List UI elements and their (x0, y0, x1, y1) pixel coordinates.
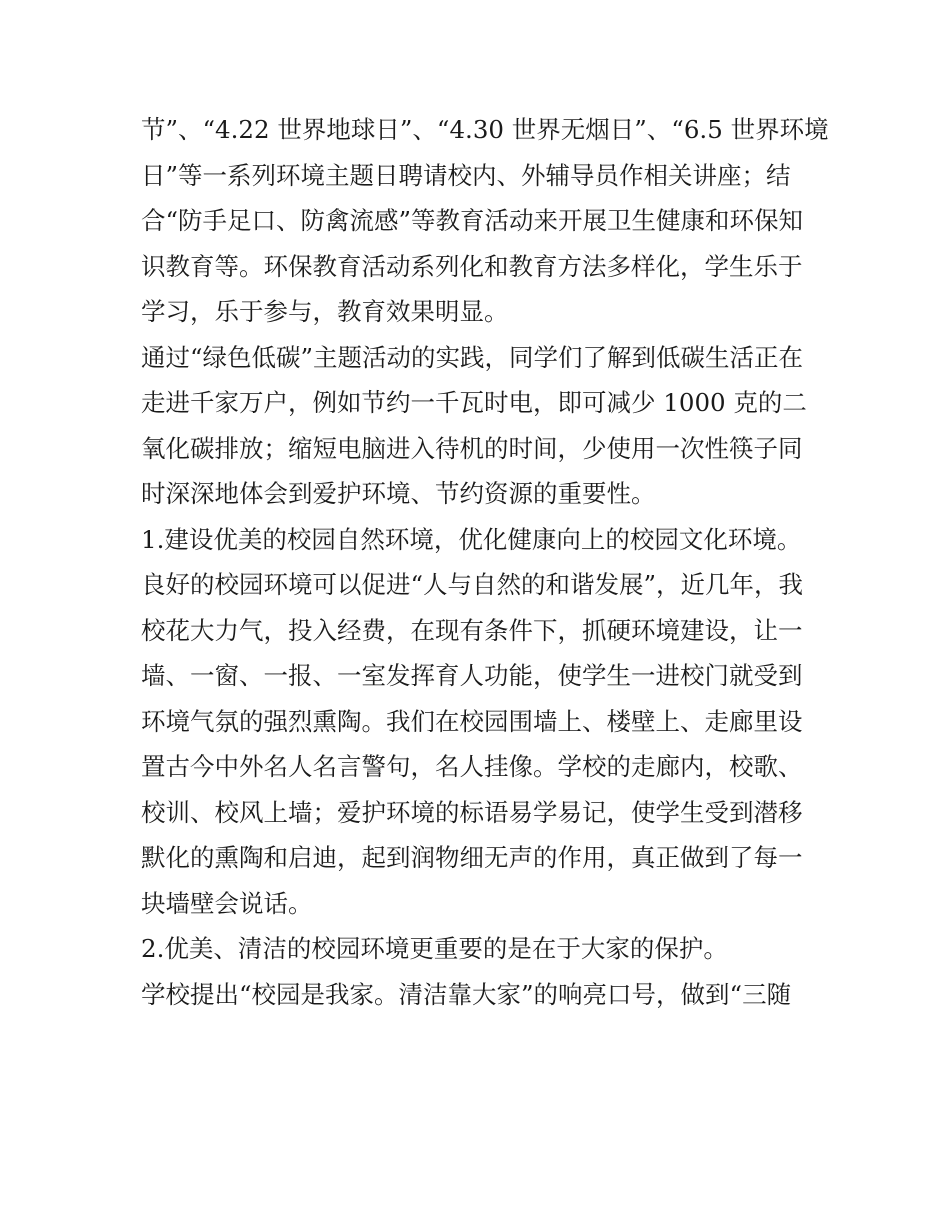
text-line: 氧化碳排放；缩短电脑进入待机的时间，少使用一次性筷子同 (141, 433, 803, 463)
text-line: 校训、校风上墙；爱护环境的标语易学易记，使学生受到潜移 (141, 797, 803, 827)
section-heading: 1.建设优美的校园自然环境，优化健康向上的校园文化环境。 (141, 524, 802, 554)
section-heading: 2.优美、清洁的校园环境更重要的是在于大家的保护。 (141, 934, 728, 963)
text-line: 环境气氛的强烈熏陶。我们在校园围墙上、楼壁上、走廊里设 (141, 706, 803, 736)
text-line: 走进千家万户，例如节约一千瓦时电，即可减少 1000 克的二 (141, 388, 807, 417)
text-line: 识教育等。环保教育活动系列化和教育方法多样化，学生乐于 (141, 251, 803, 281)
text-line: 良好的校园环境可以促进“人与自然的和谐发展”，近几年，我 (141, 570, 804, 599)
text-line: 墙、一窗、一报、一室发挥育人功能，使学生一进校门就受到 (141, 661, 803, 690)
text-line: 节”、“4.22 世界地球日”、“4.30 世界无烟日”、“6.5 世界环境 (141, 115, 829, 144)
text-line: 学校提出“校园是我家。清洁靠大家”的响亮口号，做到“三随 (141, 979, 792, 1009)
text-line: 校花大力气，投入经费，在现有条件下，抓硬环境建设，让一 (141, 615, 803, 645)
text-line: 时深深地体会到爱护环境、节约资源的重要性。 (141, 479, 656, 508)
text-line: 置古今中外名人名言警句，名人挂像。学校的走廊内，校歌、 (141, 752, 803, 781)
text-line: 合“防手足口、防禽流感”等教育活动来开展卫生健康和环保知 (141, 206, 804, 235)
text-line: 块墙壁会说话。 (141, 888, 313, 918)
text-line: 通过“绿色低碳”主题活动的实践，同学们了解到低碳生活正在 (141, 342, 804, 372)
text-line: 学习，乐于参与，教育效果明显。 (141, 297, 509, 326)
text-line: 默化的熏陶和启迪，起到润物细无声的作用，真正做到了每一 (141, 843, 803, 872)
document-body (141, 107, 829, 1017)
text-line: 日”等一系列环境主题日聘请校内、外辅导员作相关讲座；结 (141, 160, 791, 190)
